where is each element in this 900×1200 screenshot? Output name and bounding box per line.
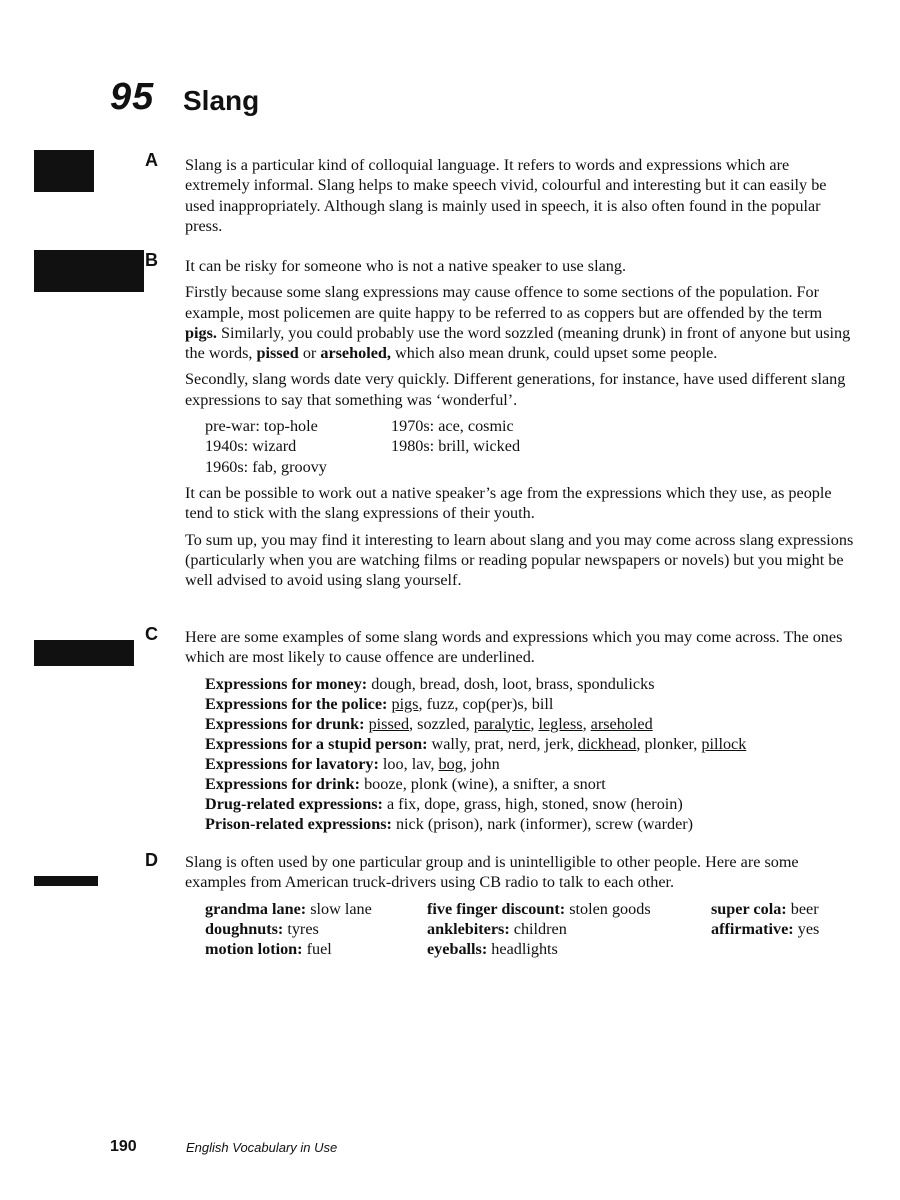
section-b-p4: It can be possible to work out a native speaker’s age from the expressions which they use, as people tend to stick with the slang expressions of their youth.: [185, 483, 832, 523]
list-item: motion lotion: fuel: [205, 939, 332, 958]
list-item: super cola: beer: [711, 899, 819, 918]
section-b-p3: Secondly, slang words date very quickly. Different generations, for instance, have used different slang expressions to say that something was ‘wonderful’.: [185, 370, 846, 409]
decade-item: 1960s: fab, groovy: [205, 457, 327, 476]
section-c-marker: [34, 624, 164, 666]
section-c-letter: C: [145, 624, 158, 644]
list-item: grandma lane: slow lane: [205, 899, 372, 918]
decade-item: pre-war: top-hole: [205, 417, 318, 436]
section-d-marker: [34, 850, 164, 892]
section-b-bar: [34, 250, 144, 292]
section-d-bar: [34, 876, 98, 886]
page-number: 190: [110, 1138, 137, 1155]
section-c-intro: Here are some examples of some slang words and expressions which you may come across. The ones which are most likely to cause offence are underlined.: [185, 628, 843, 667]
book-title: English Vocabulary in Use: [186, 1140, 338, 1155]
section-b-p2: Firstly because some slang expressions may cause offence to some sections of the population. For example, most policemen are quite happy to be referred to as coppers but are offended by the term pigs. Similarly, you could probably use the word sozzled (meaning drunk) in front of anyone but using the words, pissed or arseholed, which also mean drunk, could upset some people.: [185, 283, 851, 363]
list-item: anklebiters: children: [427, 919, 567, 938]
section-b-marker: [34, 250, 164, 292]
list-item: Expressions for drink: booze, plonk (wine), a snifter, a snort: [205, 774, 606, 793]
slang-examples-list: [205, 674, 857, 834]
list-item: Expressions for drunk: pissed, sozzled, paralytic, legless, arseholed: [205, 714, 653, 733]
section-c-bar: [34, 640, 134, 666]
unit-title: Slang: [183, 85, 260, 116]
section-b-p1: It can be risky for someone who is not a native speaker to use slang.: [185, 257, 626, 275]
section-c: [185, 627, 857, 834]
list-item: doughnuts: tyres: [205, 919, 319, 938]
decade-item: 1970s: ace, cosmic: [391, 417, 514, 436]
list-item: eyeballs: headlights: [427, 939, 558, 958]
section-b: [185, 256, 857, 596]
section-b-letter: B: [145, 250, 158, 270]
list-item: Expressions for money: dough, bread, dosh, loot, brass, spondulicks: [205, 674, 655, 693]
list-item: Prison-related expressions: nick (prison), nark (informer), screw (warder): [205, 814, 694, 833]
section-b-p5: To sum up, you may find it interesting to learn about slang and you may come across slang expressions (particularly when you are watching films or reading popular newspapers or novels) but you might be well advised to avoid using slang yourself.: [185, 530, 854, 590]
section-d-letter: D: [145, 850, 158, 870]
section-a: [185, 155, 857, 242]
section-a-text: Slang is a particular kind of colloquial language. It refers to words and expressions which are extremely informal. Slang helps to make speech vivid, colourful and interesting but it can easily be used inappropriately. Although slang is mainly used in speech, it is also often found in the popular press.: [185, 156, 827, 235]
section-d-intro: Slang is often used by one particular group and is unintelligible to other people. Here are some examples from American truck-drivers using CB radio to talk to each other.: [185, 853, 799, 892]
section-d: [185, 852, 857, 959]
trucker-slang-list: [205, 899, 857, 959]
section-a-letter: A: [145, 150, 158, 170]
section-a-bar: [34, 150, 94, 192]
section-a-marker: [34, 150, 164, 192]
decade-item: 1940s: wizard: [205, 437, 297, 456]
unit-number: 95: [110, 76, 155, 118]
list-item: Expressions for a stupid person: wally, prat, nerd, jerk, dickhead, plonker, pillock: [205, 734, 747, 753]
list-item: Expressions for lavatory: loo, lav, bog, john: [205, 754, 500, 773]
decades-list: [205, 416, 857, 477]
list-item: Expressions for the police: pigs, fuzz, cop(per)s, bill: [205, 694, 554, 713]
list-item: affirmative: yes: [711, 919, 820, 938]
list-item: Drug-related expressions: a fix, dope, grass, high, stoned, snow (heroin): [205, 794, 683, 813]
list-item: five finger discount: stolen goods: [427, 899, 651, 918]
decade-item: 1980s: brill, wicked: [391, 437, 521, 456]
